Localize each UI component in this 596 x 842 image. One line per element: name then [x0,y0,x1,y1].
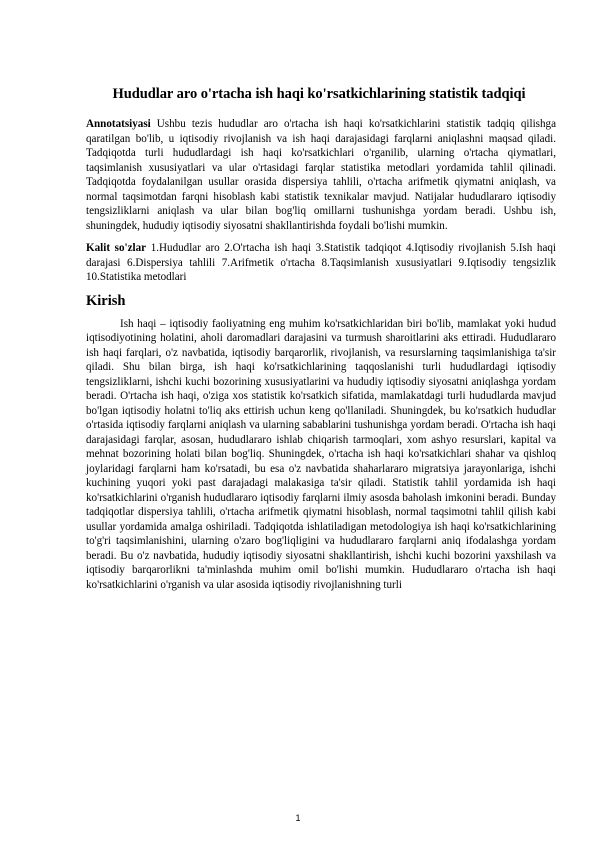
document-page [86,78,556,592]
abstract-paragraph [86,117,556,233]
keywords-paragraph [86,241,556,285]
keywords-label: Kalit so'zlar [86,242,147,254]
keywords-text: 1.Hududlar aro 2.O'rtacha ish haqi 3.Statistik tadqiqot 4.Iqtisodiy rivojlanish 5.Ish haqi darajasi 6.Dispersiya tahlili 7.Arifmetik o'rtacha 8.Taqsimlanish xususiyatlari 9.Iqtisodiy tengsizlik 10.Statistika metodlari [86,242,556,283]
abstract-label: Annotatsiyasi [86,118,151,130]
paper-title: Hududlar aro o'rtacha ish haqi ko'rsatkichlarining statistik tadqiqi [112,86,526,102]
abstract-text: Ushbu tezis hududlar aro o'rtacha ish haqi ko'rsatkichlarini statistik tadqiq qilishga qaratilgan bo'lib, u iqtisodiy rivojlanish va ish haqi darajasidagi farqlarni aniqlashni maqsad qiladi. Tadqiqotda turli hududlardagi ish haqi ko'rsatkichlari o'rganilib, ularning o'rtacha qiymatlari, taqsimlanish xususiyatlari va ular o'rtasidagi farqlar statistika metodlari yordamida tahlil qilinadi. Tadqiqotda foydalanilgan usullar orasida dispersiya tahlili, o'rtacha arifmetik qiymatni aniqlash, va normal taqsimotdan farqni hisoblash kabi statistik texnikalar mavjud. Natijalar hududlararo iqtisodiy tengsizliklarni aniqlash va ular bilan bog'liq omillarni tushunishga yordam beradi. Ushbu ish, shuningdek, hududiy iqtisodiy siyosatni shakllantirishda foydali bo'lishi mumkin. [86,118,556,232]
intro-paragraph: Ish haqi – iqtisodiy faoliyatning eng muhim ko'rsatkichlaridan biri bo'lib, mamlakat yoki hudud iqtisodiyotining holatini, aholi daromadlari darajasini va turmush sharoitlarini aks ettiradi. Hududlararo ish haqi farqlari, o'z navbatida, iqtisodiy barqarorlik, rivojlanish, va resurslarning taqsimlanishiga ta'sir qiladi. Shu bilan birga, ish haqi ko'rsatkichlarining taqqoslanishi turli hududlardagi iqtisodiy tengsizliklarni, ishchi kuchi bozorining xususiyatlarini va hududiy iqtisodiy siyosatni aniqlashga yordam beradi. O'rtacha ish haqi, o'ziga xos statistik ko'rsatkich sifatida, mamlakatdagi turli hududlarda mavjud bo'lgan iqtisodiy holatni to'liq aks ettirish uchun keng qo'llaniladi. Shuningdek, bu ko'rsatkich hududlar o'rtasida iqtisodiy farqlarni aniqlash va ularning sabablarini tushunishga yordam beradi. O'rtacha ish haqi darajasidagi farqlar, asosan, hududlararo ishlab chiqarish tarmoqlari, xom ashyo resurslari, kapital va mehnat bozorining holati bilan bog'liq. Shuningdek, o'rtacha ish haqi ko'rsatkichlari shahar va qishloq joylaridagi farqlarni ham ko'rsatadi, bu esa o'z navbatida shaharlararo migratsiya jarayonlariga, ishchi kuchining yuqori yoki past darajadagi malakasiga ta'sir qiladi. Statistik tahlil yordamida ish haqi ko'rsatkichlarini o'rganish hududlararo iqtisodiy farqlarni ilmiy asosda baholash imkonini beradi. Bunday tadqiqotlar dispersiya tahlili, o'rtacha arifmetik qiymatni hisoblash, normal taqsimotni tahlil qilish kabi usullar yordamida amalga oshiriladi. Tadqiqotda ishlatiladigan metodologiya ish haqi ko'rsatkichlarining to'g'ri taqsimlanishini, ularning o'zaro bog'liqligini va hududlararo farqlarni aniq ifodalashga yordam beradi. Bu o'z navbatida, hududiy iqtisodiy siyosatni shakllantirish, ishchi kuchi bozorini yaxshilash va iqtisodiy barqarorlikni ta'minlashda muhim omil bo'lishi mumkin. Hududlararo o'rtacha ish haqi ko'rsatkichlarini o'rganish va ular asosida iqtisodiy rivojlanishning turli [86,317,556,591]
intro-heading: Kirish [86,292,126,309]
page-number: 1 [295,813,301,823]
